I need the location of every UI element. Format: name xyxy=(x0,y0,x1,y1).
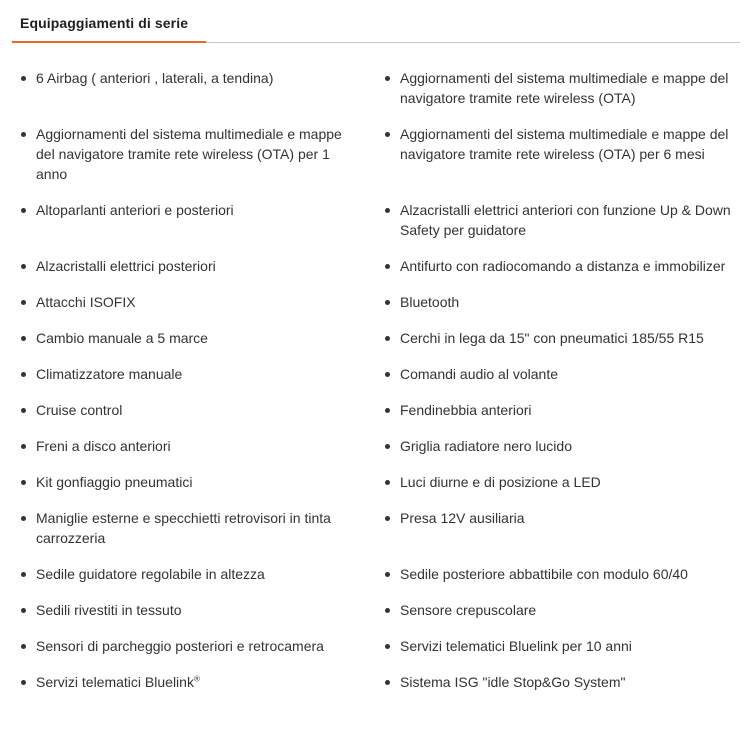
bullet-icon xyxy=(385,76,390,81)
bullet-icon xyxy=(385,444,390,449)
feature-label: Servizi telematici Bluelink per 10 anni xyxy=(400,638,632,654)
bullet-icon xyxy=(21,444,26,449)
feature-label: Comandi audio al volante xyxy=(400,366,558,382)
feature-row xyxy=(0,672,746,708)
feature-item xyxy=(0,508,364,564)
bullet-icon xyxy=(385,680,390,685)
bullet-icon xyxy=(385,408,390,413)
bullet-icon xyxy=(385,572,390,577)
feature-row xyxy=(0,328,746,364)
feature-row xyxy=(0,564,746,600)
feature-item xyxy=(364,636,746,672)
feature-item xyxy=(0,400,364,436)
feature-item xyxy=(364,672,746,708)
bullet-icon xyxy=(21,76,26,81)
bullet-icon xyxy=(385,336,390,341)
feature-row xyxy=(0,364,746,400)
feature-label: Sensore crepuscolare xyxy=(400,602,537,618)
feature-row xyxy=(0,636,746,672)
bullet-icon xyxy=(385,372,390,377)
feature-item xyxy=(364,436,746,472)
feature-row xyxy=(0,68,746,124)
bullet-icon xyxy=(21,680,26,685)
feature-label: Sensori di parcheggio posteriori e retrocamera xyxy=(36,638,324,654)
bullet-icon xyxy=(21,208,26,213)
feature-item xyxy=(0,472,364,508)
bullet-icon xyxy=(385,516,390,521)
feature-label: Antifurto con radiocomando a distanza e immobilizer xyxy=(400,258,726,274)
bullet-icon xyxy=(385,480,390,485)
feature-label: Sedili rivestiti in tessuto xyxy=(36,602,182,618)
feature-label: Aggiornamenti del sistema multimediale e mappe del navigatore tramite rete wireless (OTA) per 6 mesi xyxy=(400,126,729,162)
feature-label: Alzacristalli elettrici anteriori con funzione Up & Down Safety per guidatore xyxy=(400,202,731,238)
tab-standard-equipment[interactable]: Equipaggiamenti di serie xyxy=(20,15,189,31)
feature-label: Sistema ISG "idle Stop&Go System" xyxy=(400,674,626,690)
feature-item xyxy=(364,400,746,436)
bullet-icon xyxy=(385,132,390,137)
feature-item xyxy=(0,328,364,364)
feature-row xyxy=(0,256,746,292)
feature-list xyxy=(0,68,746,708)
active-tab-indicator xyxy=(12,41,206,43)
feature-label: Griglia radiatore nero lucido xyxy=(400,438,572,454)
feature-label: Freni a disco anteriori xyxy=(36,438,171,454)
bullet-icon xyxy=(21,300,26,305)
feature-item xyxy=(0,436,364,472)
bullet-icon xyxy=(21,408,26,413)
bullet-icon xyxy=(385,644,390,649)
bullet-icon xyxy=(21,608,26,613)
feature-item xyxy=(0,292,364,328)
bullet-icon xyxy=(385,300,390,305)
feature-item xyxy=(364,564,746,600)
feature-item xyxy=(364,600,746,636)
bullet-icon xyxy=(21,372,26,377)
feature-label: Fendinebbia anteriori xyxy=(400,402,532,418)
feature-row xyxy=(0,472,746,508)
bullet-icon xyxy=(385,264,390,269)
feature-item xyxy=(0,636,364,672)
feature-item xyxy=(0,364,364,400)
feature-item xyxy=(364,292,746,328)
feature-row xyxy=(0,200,746,256)
feature-row xyxy=(0,508,746,564)
bullet-icon xyxy=(21,132,26,137)
feature-label: Sedile posteriore abbattibile con modulo 60/40 xyxy=(400,566,688,582)
feature-label: Aggiornamenti del sistema multimediale e mappe del navigatore tramite rete wireless (OTA) xyxy=(400,70,729,106)
feature-row xyxy=(0,400,746,436)
feature-row xyxy=(0,292,746,328)
feature-label: Maniglie esterne e specchietti retrovisori in tinta carrozzeria xyxy=(36,510,331,546)
feature-row xyxy=(0,436,746,472)
feature-label: Cambio manuale a 5 marce xyxy=(36,330,208,346)
tab-bar xyxy=(0,0,746,44)
feature-label: Luci diurne e di posizione a LED xyxy=(400,474,601,490)
feature-row xyxy=(0,600,746,636)
feature-row xyxy=(0,124,746,200)
bullet-icon xyxy=(21,516,26,521)
feature-item xyxy=(0,256,364,292)
feature-item xyxy=(364,124,746,180)
bullet-icon xyxy=(21,572,26,577)
bullet-icon xyxy=(385,208,390,213)
feature-item xyxy=(364,364,746,400)
feature-label: Altoparlanti anteriori e posteriori xyxy=(36,202,234,218)
feature-label: Sedile guidatore regolabile in altezza xyxy=(36,566,265,582)
feature-item xyxy=(0,68,364,104)
feature-label: Attacchi ISOFIX xyxy=(36,294,136,310)
feature-label: Presa 12V ausiliaria xyxy=(400,510,525,526)
bullet-icon xyxy=(21,336,26,341)
bullet-icon xyxy=(21,480,26,485)
feature-label: Alzacristalli elettrici posteriori xyxy=(36,258,216,274)
feature-label: 6 Airbag ( anteriori , laterali, a tendina) xyxy=(36,70,274,86)
bullet-icon xyxy=(21,644,26,649)
feature-label: Aggiornamenti del sistema multimediale e mappe del navigatore tramite rete wireless (OTA) per 1 anno xyxy=(36,126,342,182)
feature-item xyxy=(364,328,746,364)
registered-mark: ® xyxy=(193,674,200,684)
feature-item xyxy=(0,124,364,200)
feature-item xyxy=(0,200,364,236)
feature-item xyxy=(364,472,746,508)
feature-label: Kit gonfiaggio pneumatici xyxy=(36,474,193,490)
feature-label: Cruise control xyxy=(36,402,123,418)
bullet-icon xyxy=(21,264,26,269)
feature-label: Cerchi in lega da 15" con pneumatici 185/55 R15 xyxy=(400,330,704,346)
feature-item xyxy=(0,564,364,600)
feature-item xyxy=(364,256,746,292)
feature-item xyxy=(0,672,364,708)
feature-label: Servizi telematici Bluelink® xyxy=(36,674,200,690)
bullet-icon xyxy=(385,608,390,613)
feature-item xyxy=(364,68,746,124)
feature-item xyxy=(0,600,364,636)
feature-label: Bluetooth xyxy=(400,294,460,310)
feature-label: Climatizzatore manuale xyxy=(36,366,183,382)
feature-item xyxy=(364,508,746,544)
feature-item xyxy=(364,200,746,256)
